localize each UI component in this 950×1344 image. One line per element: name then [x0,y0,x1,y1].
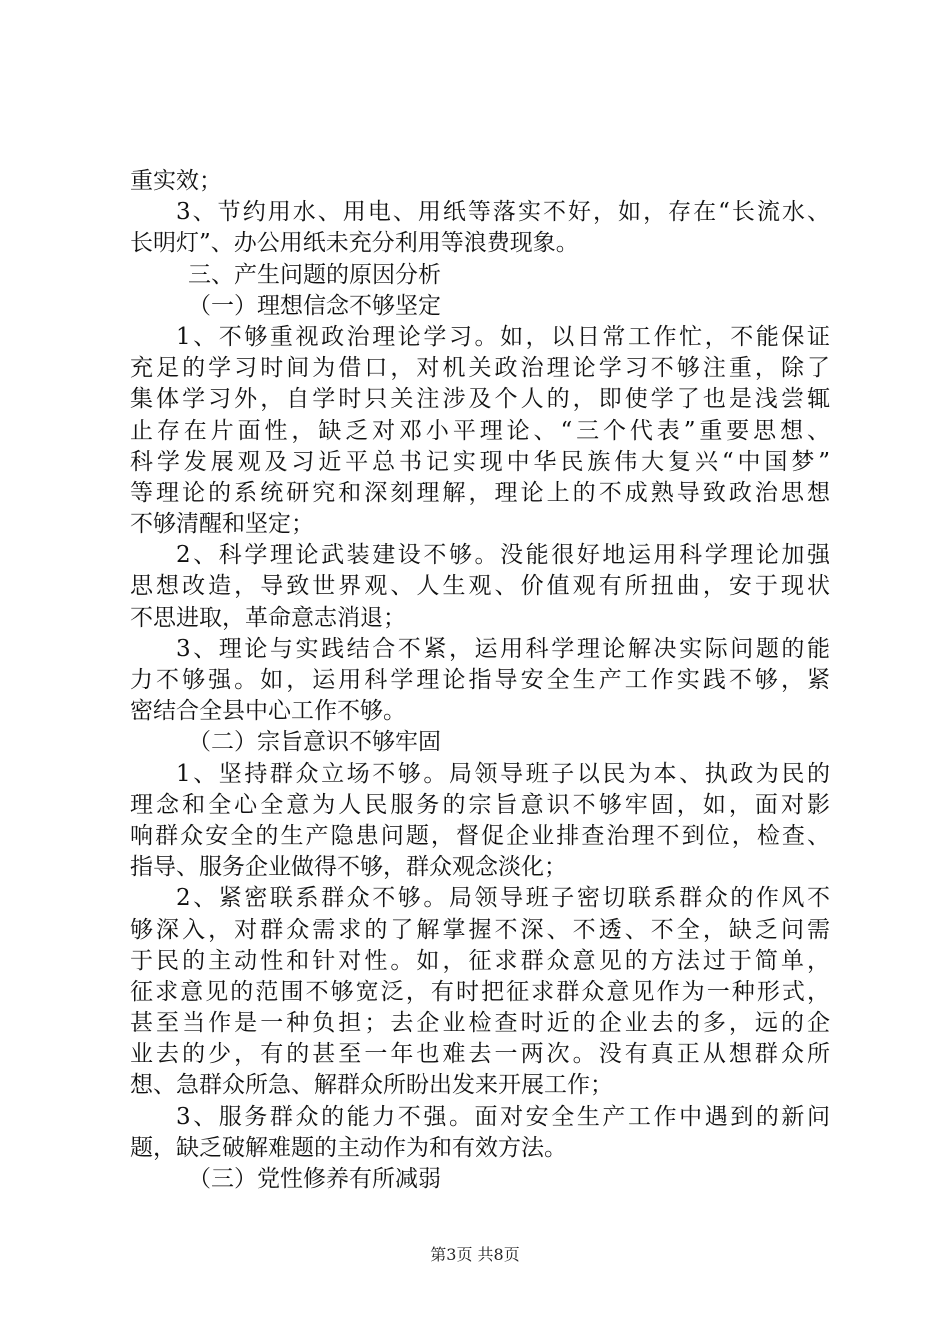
document-body [130,166,830,1195]
paragraph-line: 于民的主动性和针对性。如，征求群众意见的方法过于简单， [130,947,830,974]
paragraph-line: 1、坚持群众立场不够。局领导班子以民为本、执政为民的 [176,760,830,787]
section-heading: 三、产生问题的原因分析 [188,261,441,288]
paragraph-line: 响群众安全的生产隐患问题，督促企业排查治理不到位，检查、 [130,822,830,849]
paragraph-line: 科学发展观及习近平总书记实现中华民族伟大复兴“中国梦” [130,448,830,475]
paragraph-line: 充足的学习时间为借口，对机关政治理论学习不够注重，除了 [130,355,830,382]
paragraph-line: 力不够强。如，运用科学理论指导安全生产工作实践不够，紧 [130,667,830,693]
paragraph-line: 征求意见的范围不够宽泛，有时把征求群众意见作为一种形式， [130,978,830,1005]
section-heading: （三）党性修养有所减弱 [188,1166,441,1192]
paragraph-line: 想、急群众所急、解群众所盼出发来开展工作； [130,1072,613,1099]
paragraph-line: 长明灯”、办公用纸未充分利用等浪费现象。 [130,230,579,257]
paragraph-line: 集体学习外，自学时只关注涉及个人的，即使学了也是浅尝辄 [130,386,830,413]
paragraph-line: 密结合全县中心工作不够。 [130,698,406,725]
paragraph-line: 不思进取，革命意志消退； [130,604,406,631]
paragraph-line: 业去的少，有的甚至一年也难去一两次。没有真正从想群众所 [130,1041,830,1068]
paragraph-line: 等理论的系统研究和深刻理解，理论上的不成熟导致政治思想 [130,479,830,506]
paragraph-line: 重实效； [130,168,222,194]
paragraph-line: 不够清醒和坚定； [130,511,314,538]
section-heading: （一）理想信念不够坚定 [188,292,441,319]
section-heading: （二）宗旨意识不够牢固 [188,729,441,756]
paragraph-line: 1、不够重视政治理论学习。如，以日常工作忙，不能保证 [176,323,830,350]
paragraph-line: 3、服务群众的能力不强。面对安全生产工作中遇到的新问 [176,1103,830,1130]
paragraph-line: 思想改造，导致世界观、人生观、价值观有所扭曲，安于现状 [130,573,830,600]
paragraph-line: 2、紧密联系群众不够。局领导班子密切联系群众的作风不 [176,885,830,912]
paragraph-line: 题，缺乏破解难题的主动作为和有效方法。 [130,1134,567,1161]
paragraph-line: 理念和全心全意为人民服务的宗旨意识不够牢固，如，面对影 [130,791,830,818]
page-footer: 第3页 共8页 [430,1245,520,1264]
paragraph-line: 指导、服务企业做得不够，群众观念淡化； [130,854,567,881]
paragraph-line: 3、节约用水、用电、用纸等落实不好，如，存在“长流水、 [176,199,830,226]
paragraph-line: 3、理论与实践结合不紧，运用科学理论解决实际问题的能 [176,635,830,662]
paragraph-line: 2、科学理论武装建设不够。没能很好地运用科学理论加强 [176,542,830,569]
paragraph-line: 止存在片面性，缺乏对邓小平理论、“三个代表”重要思想、 [130,417,830,444]
paragraph-line: 够深入，对群众需求的了解掌握不深、不透、不全，缺乏问需 [130,916,830,943]
paragraph-line: 甚至当作是一种负担；去企业检查时近的企业去的多，远的企 [130,1010,830,1037]
